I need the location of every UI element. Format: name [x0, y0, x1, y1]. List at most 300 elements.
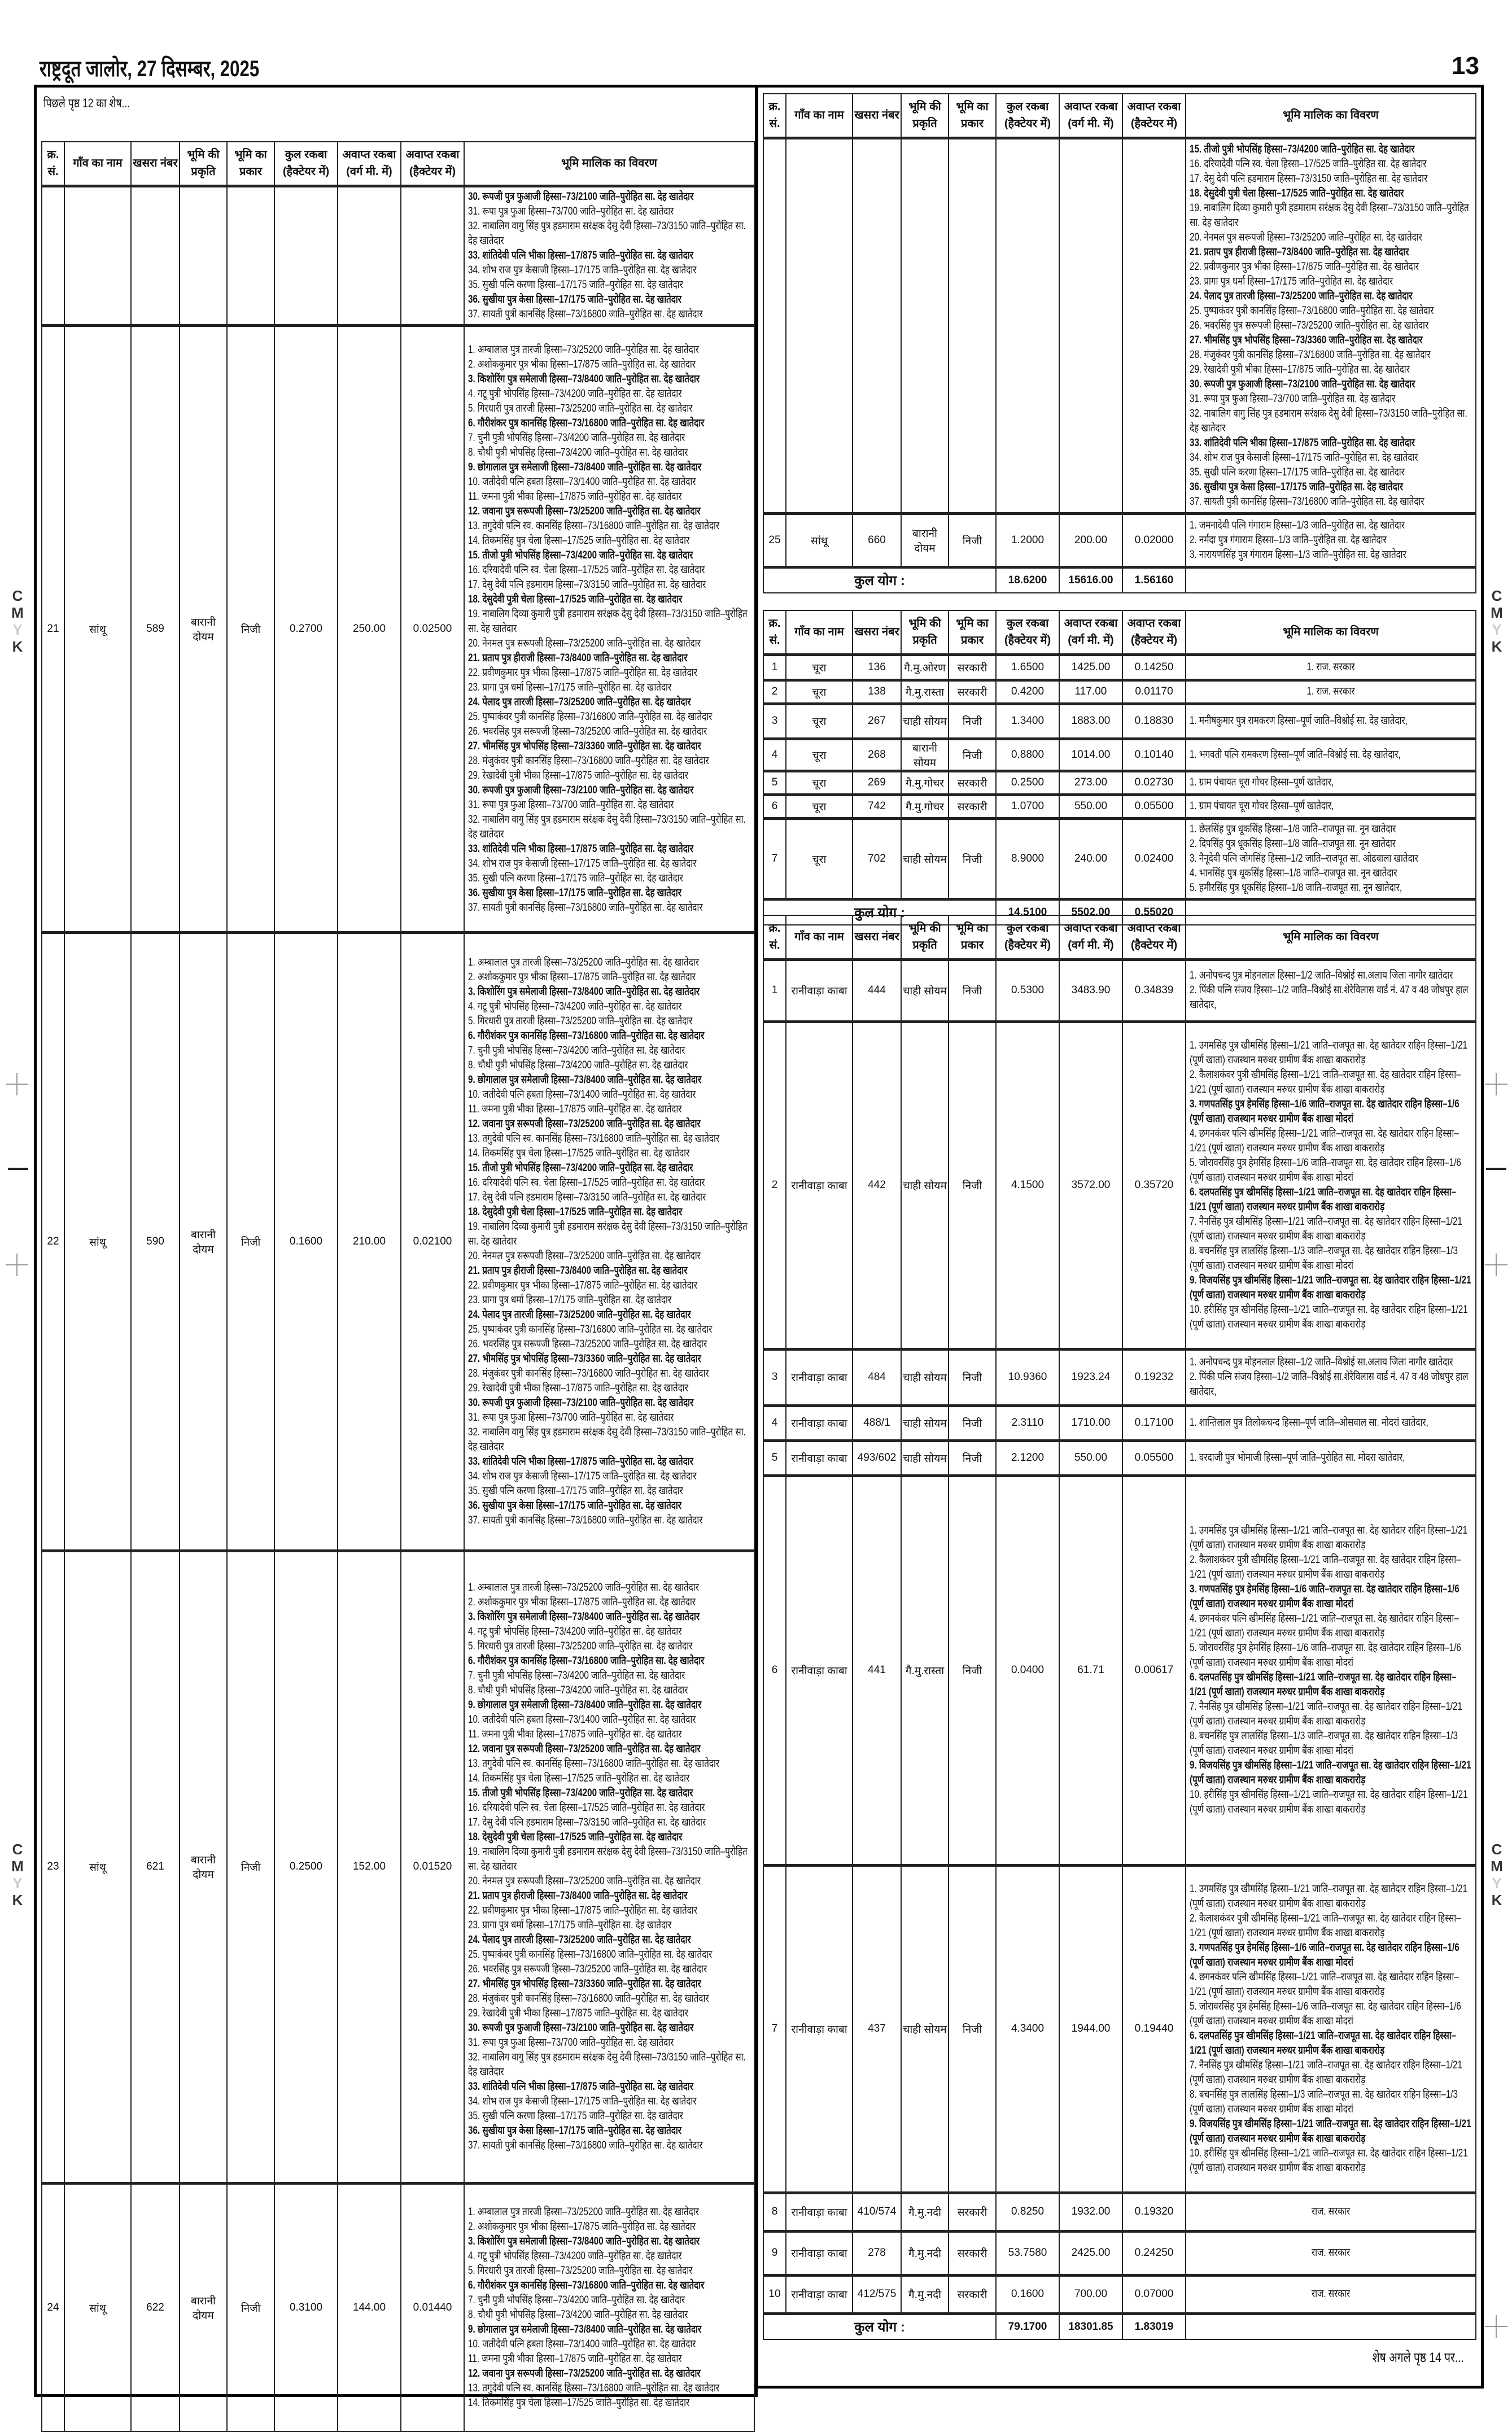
owner-entry: 7. चुनी पुत्री भोपसिंह हिस्सा–73/4200 जाति–पुरोहित सा. देह खातेदार: [468, 2294, 685, 2306]
khasra-number: 493/602: [853, 1440, 901, 1475]
owner-list: [1190, 822, 1472, 896]
table-row: [763, 2231, 1476, 2275]
acquired-area-sqm: 1710.00: [1059, 1405, 1122, 1440]
owner-entry: 33. शांतिदेवी पत्नि भीका हिस्सा–17/875 जाति–पुरोहित सा. देह खातेदार: [1190, 436, 1415, 449]
owner-entry: 23. प्रागा पुत्र धर्मा हिस्सा–17/175 जाति–पुरोहित सा. देह खातेदार: [1190, 275, 1393, 287]
total-area-hectare: 4.3400: [996, 1865, 1059, 2193]
owner-list: [468, 2205, 750, 2411]
reg-c: C: [1491, 1841, 1502, 1858]
owner-entry: 11. जमना पुत्री भीका हिस्सा–17/875 जाति–पुरोहित सा. देह खातेदार: [468, 1728, 682, 1740]
total-acq-sqm: 18301.85: [1059, 2313, 1122, 2339]
table-row: [763, 771, 1476, 794]
owner-entry: 4. छगनकंवर पत्नि खीमसिंह हिस्सा–1/21 जाति–राजपूत सा. देह खातेदार राहिन हिस्सा–1/21 (पूर्ण खाता) राजस्थान मरुधर ग्रामीण बैंक शाखा बाकरारोड़: [1190, 1971, 1459, 1998]
acquired-area-hectare: 0.19440: [1122, 1865, 1186, 2193]
owner-entry: राज. सरकार: [1311, 2247, 1351, 2259]
owner-list: [1190, 1355, 1472, 1399]
owner-entry: 30. रूपजी पुत्र फुआजी हिस्सा–73/2100 जाति–पुरोहित सा. देह खातेदार: [468, 784, 694, 796]
column-header: गाँव का नाम: [64, 142, 131, 186]
column-header: भूमि मालिक का विवरण: [1186, 94, 1476, 138]
owner-entry: 4. गटू पुत्री भोपसिंह हिस्सा–73/4200 जाति–पुरोहित सा. देह खातेदार: [468, 1000, 682, 1012]
land-owner-details: [1186, 1865, 1476, 2193]
land-owner-details: [464, 186, 754, 325]
owner-entry: 17. देसु देवी पत्नि हडमाराम हिस्सा–73/3150 जाति–पुरोहित सा. देह खातेदार: [468, 1817, 706, 1828]
owner-entry: 8. बचनसिंह पुत्र लालसिंह हिस्सा–1/3 जाति–राजपूत सा. देह खातेदार राहिन हिस्सा–1/3 (पूर्ण खाता) राजस्थान मरुधर ग्रामीण बैंक शाखा मोदरां: [1190, 1730, 1458, 1757]
owner-entry: 20. नेनमल पुत्र सरूपजी हिस्सा–73/25200 जाति–पुरोहित सा. देह खातेदार: [468, 1875, 701, 1887]
khasra-number: 267: [853, 704, 901, 739]
owner-entry: 2. अशोककुमार पुत्र भीका हिस्सा–17/875 जाति–पुरोहित सा. देह खातेदार: [468, 971, 696, 983]
owner-entry: 34. शोभ राज पुत्र केसाजी हिस्सा–17/175 जाति–पुरोहित सा. देह खातेदार: [1190, 451, 1418, 464]
owner-entry: 1. मनीषकुमार पुत्र रामकरण हिस्सा–पूर्ण जाति–विश्नोई सा. देह खातेदार,: [1190, 715, 1408, 727]
village-name: रानीवाड़ा काबा: [786, 959, 853, 1021]
acquired-area-sqm: 1425.00: [1059, 654, 1122, 680]
reg-k: K: [1491, 1892, 1502, 1909]
owner-entry: 22. प्रवीणकुमार पुत्र भीका हिस्सा–17/875 जाति–पुरोहित सा. देह खातेदार: [468, 1279, 697, 1291]
column-header: खसरा नंबर: [853, 94, 901, 138]
khasra-number: 488/1: [853, 1405, 901, 1440]
column-header: भूमि का प्रकार: [949, 610, 996, 654]
village-name: चूरा: [786, 771, 853, 794]
owner-entry: 9. विजयसिंह पुत्र खीमसिंह हिस्सा–1/21 जाति–राजपूत सा. देह खातेदार राहिन हिस्सा–1/21 (पूर्ण खाता) राजस्थान मरुधर ग्रामीण बैंक शाखा बाकरारोड़: [1190, 1274, 1471, 1301]
total-total-ha: 79.1700: [996, 2313, 1059, 2339]
serial-number: 5: [763, 1440, 786, 1475]
column-header: कुल रकबा (हैक्टेयर में): [996, 94, 1059, 138]
owner-entry: 5. जोरावरसिंह पुत्र हेमसिंह हिस्सा–1/6 जाति–राजपूत सा. देह खातेदार राहिन हिस्सा–1/6 (पूर्ण खाता) राजस्थान मरुधर ग्रामीण बैंक शाखा मोदरां: [1190, 1642, 1461, 1669]
serial-number: 2: [763, 680, 786, 704]
owner-entry: 3. नैनूदेवी पत्नि जोगसिंह हिस्सा–1/2 जाति–राजपूत सा. ओढवाला खातेदार: [1190, 852, 1418, 864]
land-owner-details: [1186, 1405, 1476, 1440]
owner-list: [1190, 2287, 1472, 2302]
land-nature: चाही सोयम: [901, 704, 949, 739]
serial-number: 3: [763, 704, 786, 739]
total-label: कुल योग :: [763, 899, 996, 925]
owner-entry: 24. पेलाद पुत्र तारजी हिस्सा–73/25200 जाति–पुरोहित सा. देह खातेदार: [468, 1934, 691, 1946]
acquired-area-hectare: 0.10140: [1122, 739, 1186, 771]
owner-entry: 5. गिरधारी पुत्र तारजी हिस्सा–73/25200 जाति–पुरोहित सा. देह खातेदार: [468, 1015, 693, 1027]
acquired-area-sqm: 250.00: [338, 325, 401, 932]
land-owner-details: [1186, 654, 1476, 680]
land-type: निजी: [949, 1865, 996, 2193]
owner-entry: 28. मंजुकंवर पुत्री कानसिंह हिस्सा–73/16800 जाति–पुरोहित सा. देह खातेदार: [1190, 348, 1431, 361]
acquired-area-hectare: [1122, 138, 1186, 513]
land-nature: चाही सोयम: [901, 1865, 949, 2193]
owner-entry: 35. सुखी पत्नि करणा हिस्सा–17/175 जाति–पुरोहित सा. देह खातेदार: [468, 1484, 683, 1497]
table-row: [763, 1021, 1476, 1349]
land-type: निजी: [949, 1021, 996, 1349]
owner-entry: 34. शोभ राज पुत्र केसाजी हिस्सा–17/175 जाति–पुरोहित सा. देह खातेदार: [468, 857, 697, 870]
acquired-area-sqm: 1014.00: [1059, 739, 1122, 771]
table-row: [42, 2183, 754, 2431]
reg-y: Y: [1492, 1875, 1502, 1892]
land-type: निजी: [949, 959, 996, 1021]
acquired-area-hectare: 0.34839: [1122, 959, 1186, 1021]
land-acquisition-table: [763, 610, 1476, 925]
khasra-number: 742: [853, 794, 901, 818]
land-owner-details: [464, 1551, 754, 2183]
owner-entry: 7. चुनी पुत्री भोपसिंह हिस्सा–73/4200 जाति–पुरोहित सा. देह खातेदार: [468, 431, 685, 444]
total-row: [763, 567, 1476, 593]
owner-entry: 15. तीजो पुत्री भोपसिंह हिस्सा–73/4200 जाति–पुरोहित सा. देह खातेदार: [1190, 143, 1415, 155]
owner-entry: 5. गिरधारी पुत्र तारजी हिस्सा–73/25200 जाति–पुरोहित सा. देह खातेदार: [468, 2264, 693, 2277]
column-header: भूमि की प्रकृति: [180, 142, 227, 186]
crosshair-mark: [1485, 1254, 1507, 1276]
village-name: सांथू: [64, 932, 131, 1551]
left-notice-column: [34, 85, 758, 2409]
total-area-hectare: 0.8800: [996, 739, 1059, 771]
land-nature: बारानी दोयम: [180, 932, 227, 1551]
owner-list: [1190, 2204, 1472, 2219]
total-area-hectare: 1.6500: [996, 654, 1059, 680]
khasra-number: 269: [853, 771, 901, 794]
land-type: निजी: [949, 513, 996, 567]
acquired-area-sqm: 144.00: [338, 2183, 401, 2431]
owner-entry: 7. नैनसिंह पुत्र खीमसिंह हिस्सा–1/21 जाति–राजपूत सा. देह खातेदार राहिन हिस्सा–1/21 (पूर्ण खाता) राजस्थान मरुधर ग्रामीण बैंक शाखा बाकरारोड़: [1190, 2059, 1462, 2086]
land-type: निजी: [949, 1405, 996, 1440]
owner-entry: 29. रेखादेवी पुत्री भीका हिस्सा–17/875 जाति–पुरोहित सा. देह खातेदार: [468, 769, 688, 781]
owner-entry: 14. तिकमसिंह पुत्र चेला हिस्सा–17/525 जाति–पुरोहित सा. देह खातेदार: [468, 2396, 690, 2409]
serial-number: 22: [42, 932, 64, 1551]
acquired-area-sqm: [1059, 138, 1122, 513]
land-nature: गै.मु.नदी: [901, 2193, 949, 2231]
owner-entry: 32. नाबालिग वागु सिंह पुत्र हडमाराम सरंक्षक देसु देवी हिस्सा–73/3150 जाति–पुरोहित सा. देह खातेदार: [468, 2051, 746, 2078]
owner-entry: 31. रूपा पुत्र फुआ हिस्सा–73/700 जाति–पुरोहित सा. देह खातेदार: [468, 2037, 674, 2049]
land-owner-details: [464, 325, 754, 932]
owner-entry: 9. विजयसिंह पुत्र खीमसिंह हिस्सा–1/21 जाति–राजपूत सा. देह खातेदार राहिन हिस्सा–1/21 (पूर्ण खाता) राजस्थान मरुधर ग्रामीण बैंक शाखा बाकरारोड़: [1190, 2118, 1471, 2145]
owner-entry: 10. जतीदेवी पत्नि हबता हिस्सा–73/1400 जाति–पुरोहित सा. देह खातेदार: [468, 2338, 696, 2350]
serial-number: 4: [763, 1405, 786, 1440]
owner-entry: 3. किशोरिंग पुत्र समेलाजी हिस्सा–73/8400 जाति–पुरोहित सा. देह खातेदार: [468, 2235, 700, 2247]
khasra-number: 622: [131, 2183, 180, 2431]
land-nature: चाही सोयम: [901, 959, 949, 1021]
owner-entry: 30. रूपजी पुत्र फुआजी हिस्सा–73/2100 जाति–पुरोहित सा. देह खातेदार: [468, 190, 694, 203]
village-name: रानीवाड़ा काबा: [786, 2275, 853, 2313]
owner-entry: 1. भगवती पत्नि रामकरण हिस्सा–पूर्ण जाति–विश्नोई सा. देह खातेदार,: [1190, 748, 1401, 761]
land-nature: बारानी दोयम: [180, 1551, 227, 2183]
table-header-row: [763, 915, 1476, 959]
owner-entry: 15. तीजो पुत्री भोपसिंह हिस्सा–73/4200 जाति–पुरोहित सा. देह खातेदार: [468, 1787, 693, 1799]
land-type: निजी: [949, 1475, 996, 1865]
continued-from-note: पिछले पृष्ठ 12 का शेष...: [43, 96, 130, 110]
owner-entry: 28. मंजुकंवर पुत्री कानसिंह हिस्सा–73/16800 जाति–पुरोहित सा. देह खातेदार: [468, 1367, 709, 1379]
owner-entry: 18. देसुदेवी पुत्री चेला हिस्सा–17/525 जाति–पुरोहित सा. देह खातेदार: [468, 1206, 683, 1218]
acquired-area-hectare: 0.02100: [401, 932, 464, 1551]
table-row: [763, 2193, 1476, 2231]
owner-entry: 34. शोभ राज पुत्र केसाजी हिस्सा–17/175 जाति–पुरोहित सा. देह खातेदार: [468, 2095, 697, 2107]
land-nature: गै.मु.रास्ता: [901, 1475, 949, 1865]
owner-entry: 10. हरीसिंह पुत्र खीमसिंह हिस्सा–1/21 जाति–राजपूत सा. देह खातेदार राहिन हिस्सा–1/21 (पूर्ण खाता) राजस्थान मरुधर ग्रामीण बैंक शाखा बाकरारोड़: [1190, 1304, 1468, 1330]
owner-entry: 35. सुखी पत्नि करणा हिस्सा–17/175 जाति–पुरोहित सा. देह खातेदार: [468, 2110, 683, 2122]
owner-entry: 2. अशोककुमार पुत्र भीका हिस्सा–17/875 जाति–पुरोहित सा. देह खातेदार: [468, 2220, 696, 2233]
acquired-area-sqm: 550.00: [1059, 1440, 1122, 1475]
village-name: सांथू: [64, 1551, 131, 2183]
column-header: खसरा नंबर: [853, 610, 901, 654]
serial-number: 7: [763, 818, 786, 899]
owner-entry: 1. अम्बालाल पुत्र तारजी हिस्सा–73/25200 जाति–पुरोहित सा. देह खातेदार: [468, 956, 699, 968]
column-header: क्र. सं.: [763, 94, 786, 138]
acquired-area-sqm: 200.00: [1059, 513, 1122, 567]
owner-list: [1190, 2246, 1472, 2260]
acquired-area-hectare: 0.07000: [1122, 2275, 1186, 2313]
acquired-area-sqm: 273.00: [1059, 771, 1122, 794]
reg-m: M: [1491, 604, 1503, 621]
owner-entry: 6. दलपतसिंह पुत्र खीमसिंह हिस्सा–1/21 जाति–राजपूत सा. देह खातेदार राहिन हिस्सा–1/21 (पूर्ण खाता) राजस्थान मरुधर ग्रामीण बैंक शाखा बाकरारोड़: [1190, 1186, 1457, 1213]
owner-entry: 18. देसुदेवी पुत्री चेला हिस्सा–17/525 जाति–पुरोहित सा. देह खातेदार: [468, 593, 683, 605]
owner-entry: 8. बचनसिंह पुत्र लालसिंह हिस्सा–1/3 जाति–राजपूत सा. देह खातेदार राहिन हिस्सा–1/3 (पूर्ण खाता) राजस्थान मरुधर ग्रामीण बैंक शाखा मोदरां: [1190, 1245, 1458, 1272]
village-name: रानीवाड़ा काबा: [786, 1865, 853, 2193]
land-nature: चाही सोयम: [901, 1440, 949, 1475]
owner-entry: 31. रूपा पुत्र फुआ हिस्सा–73/700 जाति–पुरोहित सा. देह खातेदार: [468, 205, 674, 217]
acquired-area-hectare: 0.17100: [1122, 1405, 1186, 1440]
khasra-number: 484: [853, 1349, 901, 1405]
owner-entry: 1. उगमसिंह पुत्र खीमसिंह हिस्सा–1/21 जाति–राजपूत सा. देह खातेदार राहिन हिस्सा–1/21 (पूर्ण खाता) राजस्थान मरुधर ग्रामीण बैंक शाखा बाकरारोड़: [1190, 1883, 1468, 1910]
reg-k: K: [12, 1892, 23, 1909]
owner-entry: 33. शांतिदेवी पत्नि भीका हिस्सा–17/875 जाति–पुरोहित सा. देह खातेदार: [468, 249, 693, 261]
land-type: निजी: [949, 739, 996, 771]
owner-entry: 3. किशोरिंग पुत्र समेलाजी हिस्सा–73/8400 जाति–पुरोहित सा. देह खातेदार: [468, 1611, 700, 1623]
owner-entry: 35. सुखी पत्नि करणा हिस्सा–17/175 जाति–पुरोहित सा. देह खातेदार: [1190, 466, 1405, 478]
land-nature: बारानी दोयम: [901, 513, 949, 567]
serial-number: 9: [763, 2231, 786, 2275]
reg-m: M: [11, 1858, 24, 1875]
village-name: रानीवाड़ा काबा: [786, 2193, 853, 2231]
acquired-area-hectare: 0.00617: [1122, 1475, 1186, 1865]
owner-entry: 16. दरियादेवी पत्नि स्व. चेला हिस्सा–17/525 जाति–पुरोहित सा. देह खातेदार: [468, 564, 705, 576]
owner-entry: 4. भानसिंह पुत्र धूकसिंह हिस्सा–1/8 जाति–राजपूत सा. नून खातेदार: [1190, 867, 1397, 879]
table-row: [763, 513, 1476, 567]
owner-entry: 36. सुखीया पुत्र केसा हिस्सा–17/175 जाति–पुरोहित सा. देह खातेदार: [468, 2125, 682, 2137]
land-owner-details: [1186, 959, 1476, 1021]
acquired-area-hectare: 0.19232: [1122, 1349, 1186, 1405]
continued-on-note: शेष अगले पृष्ठ 14 पर...: [1372, 2350, 1464, 2365]
serial-number: 5: [763, 771, 786, 794]
owner-entry: 1. अनोपचन्द पुत्र मोहनलाल हिस्सा–1/2 जाति–विश्नोई सा.अलाय जिला नागौर खातेदार: [1190, 1356, 1453, 1368]
owner-entry: 13. तगुदेवी पत्नि स्व. कानसिंह हिस्सा–73/16800 जाति–पुरोहित सा. देह खातेदार: [468, 519, 720, 532]
land-owner-details: [1186, 794, 1476, 818]
column-header: खसरा नंबर: [131, 142, 180, 186]
total-area-hectare: 4.1500: [996, 1021, 1059, 1349]
acquired-area-hectare: 0.01520: [401, 1551, 464, 2183]
column-header: अवाप्त रकबा (हैक्टेयर में): [1122, 915, 1186, 959]
land-acquisition-table: [763, 93, 1476, 593]
owner-entry: 3. किशोरिंग पुत्र समेलाजी हिस्सा–73/8400 जाति–पुरोहित सा. देह खातेदार: [468, 985, 700, 998]
total-area-hectare: 1.2000: [996, 513, 1059, 567]
owner-list: [1190, 748, 1472, 762]
village-name: [64, 186, 131, 325]
owner-entry: 3. नारायणसिंह पुत्र गंगाराम हिस्सा–1/3 जाति–पुरोहित सा. देह खातेदार: [1190, 548, 1406, 561]
owner-entry: 22. प्रवीणकुमार पुत्र भीका हिस्सा–17/875 जाति–पुरोहित सा. देह खातेदार: [468, 666, 697, 679]
owner-entry: 19. नाबालिग दिव्या कुमारी पुत्री हडमाराम सरंक्षक देसु देवी हिस्सा–73/3150 जाति–पुरोहित सा. देह खातेदार: [468, 1220, 748, 1247]
owner-entry: 7. चुनी पुत्री भोपसिंह हिस्सा–73/4200 जाति–पुरोहित सा. देह खातेदार: [468, 1670, 685, 1682]
registration-mark-right-bottom: [1489, 1841, 1504, 1909]
acquired-area-sqm: 3483.90: [1059, 959, 1122, 1021]
khasra-number: [131, 186, 180, 325]
owner-entry: 3. गणपतसिंह पुत्र हेमसिंह हिस्सा–1/6 जाति–राजपूत सा. देह खातेदार राहिन हिस्सा–1/6 (पूर्ण खाता) राजस्थान मरुधर ग्रामीण बैंक शाखा मोदरां: [1190, 1942, 1459, 1968]
total-area-hectare: 0.2500: [274, 1551, 338, 2183]
owner-entry: 33. शांतिदेवी पत्नि भीका हिस्सा–17/875 जाति–पुरोहित सा. देह खातेदार: [468, 1455, 693, 1468]
owner-entry: 14. तिकमसिंह पुत्र चेला हिस्सा–17/525 जाति–पुरोहित सा. देह खातेदार: [468, 534, 690, 547]
total-area-hectare: 0.1600: [274, 932, 338, 1551]
acquired-area-hectare: 0.18830: [1122, 704, 1186, 739]
owner-entry: 23. प्रागा पुत्र धर्मा हिस्सा–17/175 जाति–पुरोहित सा. देह खातेदार: [468, 681, 672, 693]
owner-entry: 26. भवरसिंह पुत्र सरूपजी हिस्सा–73/25200 जाति–पुरोहित सा. देह खातेदार: [468, 1338, 707, 1350]
khasra-number: 444: [853, 959, 901, 1021]
land-nature: गै.मु.नदी: [901, 2231, 949, 2275]
land-owner-details: [1186, 513, 1476, 567]
owner-entry: 28. मंजुकंवर पुत्री कानसिंह हिस्सा–73/16800 जाति–पुरोहित सा. देह खातेदार: [468, 1993, 709, 2005]
page-number: 13: [1452, 52, 1479, 80]
khasra-number: 702: [853, 818, 901, 899]
owner-entry: 10. हरीसिंह पुत्र खीमसिंह हिस्सा–1/21 जाति–राजपूत सा. देह खातेदार राहिन हिस्सा–1/21 (पूर्ण खाता) राजस्थान मरुधर ग्रामीण बैंक शाखा बाकरारोड़: [1190, 1789, 1468, 1815]
owner-entry: 7. चुनी पुत्री भोपसिंह हिस्सा–73/4200 जाति–पुरोहित सा. देह खातेदार: [468, 1044, 685, 1056]
owner-entry: 36. सुखीया पुत्र केसा हिस्सा–17/175 जाति–पुरोहित सा. देह खातेदार: [1190, 481, 1404, 493]
reg-m: M: [1491, 1858, 1503, 1875]
owner-entry: 20. नेनमल पुत्र सरूपजी हिस्सा–73/25200 जाति–पुरोहित सा. देह खातेदार: [468, 637, 701, 649]
owner-entry: 1. राज. सरकार: [1306, 661, 1355, 673]
right-notice-column: [755, 85, 1484, 2389]
owner-list: [1190, 518, 1472, 562]
khasra-number: 138: [853, 680, 901, 704]
owner-entry: 2. नर्मदा पुत्र गंगाराम हिस्सा–1/3 जाति–पुरोहित सा. देह खातेदार: [1190, 534, 1387, 546]
crosshair-mark: [6, 1254, 28, 1276]
masthead: राष्ट्रदूत जालोर, 27 दिसम्बर, 2025: [40, 56, 260, 81]
column-header: क्र. सं.: [42, 142, 64, 186]
table-row: [763, 704, 1476, 739]
owner-entry: 22. प्रवीणकुमार पुत्र भीका हिस्सा–17/875 जाति–पुरोहित सा. देह खातेदार: [1190, 260, 1419, 273]
land-type: सरकारी: [949, 654, 996, 680]
khasra-number: 136: [853, 654, 901, 680]
total-area-hectare: 0.5300: [996, 959, 1059, 1021]
column-header: अवाप्त रकबा (हैक्टेयर में): [1122, 94, 1186, 138]
village-name: रानीवाड़ा काबा: [786, 1405, 853, 1440]
fold-mark: [8, 1168, 28, 1170]
owner-entry: 5. गिरधारी पुत्र तारजी हिस्सा–73/25200 जाति–पुरोहित सा. देह खातेदार: [468, 402, 693, 414]
total-owner-blank: [1186, 567, 1476, 593]
owner-entry: 1. ग्राम पंचायत चूरा गोचर हिस्सा–पूर्ण खातेदार,: [1190, 800, 1334, 812]
total-area-hectare: 0.3100: [274, 2183, 338, 2431]
acquired-area-hectare: 0.24250: [1122, 2231, 1186, 2275]
owner-entry: 32. नाबालिग वागु सिंह पुत्र हडमाराम सरंक्षक देसु देवी हिस्सा–73/3150 जाति–पुरोहित सा. देह खातेदार: [468, 220, 746, 247]
owner-list: [468, 190, 750, 322]
owner-entry: 10. जतीदेवी पत्नि हबता हिस्सा–73/1400 जाति–पुरोहित सा. देह खातेदार: [468, 1088, 696, 1101]
land-type: निजी: [227, 1551, 274, 2183]
serial-number: [42, 186, 64, 325]
owner-entry: 10. जतीदेवी पत्नि हबता हिस्सा–73/1400 जाति–पुरोहित सा. देह खातेदार: [468, 475, 696, 488]
owner-entry: 8. चौथी पुत्री भोपसिंह हिस्सा–73/4200 जाति–पुरोहित सा. देह खातेदार: [468, 446, 688, 459]
land-owner-details: [1186, 771, 1476, 794]
column-header: भूमि की प्रकृति: [901, 610, 949, 654]
owner-entry: 4. गटू पुत्री भोपसिंह हिस्सा–73/4200 जाति–पुरोहित सा. देह खातेदार: [468, 1626, 682, 1638]
land-nature: [180, 186, 227, 325]
serial-number: 8: [763, 2193, 786, 2231]
table-row: [763, 1405, 1476, 1440]
khasra-number: 621: [131, 1551, 180, 2183]
owner-entry: 27. भीमसिंह पुत्र भोपसिंह हिस्सा–73/3360 जाति–पुरोहित सा. देह खातेदार: [468, 740, 701, 752]
khasra-number: 441: [853, 1475, 901, 1865]
owner-entry: 25. पुष्पाकंवर पुत्री कानसिंह हिस्सा–73/16800 जाति–पुरोहित सा. देह खातेदार: [468, 1323, 713, 1335]
owner-entry: 1. अनोपचन्द पुत्र मोहनलाल हिस्सा–1/2 जाति–विश्नोई सा.अलाय जिला नागौर खातेदार: [1190, 970, 1453, 981]
owner-entry: 31. रूपा पुत्र फुआ हिस्सा–73/700 जाति–पुरोहित सा. देह खातेदार: [468, 798, 674, 811]
owner-entry: 11. जमना पुत्री भीका हिस्सा–17/875 जाति–पुरोहित सा. देह खातेदार: [468, 490, 682, 503]
owner-entry: राज. सरकार: [1311, 2288, 1351, 2300]
village-name: सांथू: [786, 513, 853, 567]
owner-entry: 34. शोभ राज पुत्र केसाजी हिस्सा–17/175 जाति–पुरोहित सा. देह खातेदार: [468, 264, 697, 276]
total-area-hectare: 0.1600: [996, 2275, 1059, 2313]
owner-entry: 31. रूपा पुत्र फुआ हिस्सा–73/700 जाति–पुरोहित सा. देह खातेदार: [468, 1411, 674, 1424]
owner-list: [1190, 714, 1472, 728]
owner-entry: 1. उगमसिंह पुत्र खीमसिंह हिस्सा–1/21 जाति–राजपूत सा. देह खातेदार राहिन हिस्सा–1/21 (पूर्ण खाता) राजस्थान मरुधर ग्रामीण बैंक शाखा बाकरारोड़: [1190, 1040, 1468, 1066]
reg-y: Y: [12, 1875, 23, 1892]
total-area-hectare: 2.3110: [996, 1405, 1059, 1440]
column-header: अवाप्त रकबा (वर्ग मी. में): [1059, 610, 1122, 654]
total-label: कुल योग :: [763, 567, 996, 593]
owner-entry: 34. शोभ राज पुत्र केसाजी हिस्सा–17/175 जाति–पुरोहित सा. देह खातेदार: [468, 1470, 697, 1482]
land-owner-details: [1186, 818, 1476, 899]
village-name: चूरा: [786, 704, 853, 739]
owner-entry: 8. चौथी पुत्री भोपसिंह हिस्सा–73/4200 जाति–पुरोहित सा. देह खातेदार: [468, 1059, 688, 1071]
owner-entry: 10. हरीसिंह पुत्र खीमसिंह हिस्सा–1/21 जाति–राजपूत सा. देह खातेदार राहिन हिस्सा–1/21 (पूर्ण खाता) राजस्थान मरुधर ग्रामीण बैंक शाखा बाकरारोड़: [1190, 2147, 1468, 2174]
total-acq-ha: 1.56160: [1122, 567, 1186, 593]
land-type: [227, 186, 274, 325]
column-header: खसरा नंबर: [853, 915, 901, 959]
column-header: भूमि का प्रकार: [227, 142, 274, 186]
owner-entry: 37. सायती पुत्री कानसिंह हिस्सा–73/16800 जाति–पुरोहित सा. देह खातेदार: [468, 901, 703, 914]
reg-c: C: [12, 1841, 23, 1858]
column-header: अवाप्त रकबा (वर्ग मी. में): [1059, 94, 1122, 138]
owner-entry: 5. गिरधारी पुत्र तारजी हिस्सा–73/25200 जाति–पुरोहित सा. देह खातेदार: [468, 1640, 693, 1652]
total-area-hectare: [274, 186, 338, 325]
owner-list: [1190, 142, 1472, 509]
owner-entry: 4. छगनकंवर पत्नि खीमसिंह हिस्सा–1/21 जाति–राजपूत सा. देह खातेदार राहिन हिस्सा–1/21 (पूर्ण खाता) राजस्थान मरुधर ग्रामीण बैंक शाखा बाकरारोड़: [1190, 1613, 1459, 1639]
khasra-number: [853, 138, 901, 513]
owner-entry: 6. गौरीशंकर पुत्र कानसिंह हिस्सा–73/16800 जाति–पुरोहित सा. देह खातेदार: [468, 1655, 705, 1667]
khasra-number: 590: [131, 932, 180, 1551]
owner-entry: 36. सुखीया पुत्र केसा हिस्सा–17/175 जाति–पुरोहित सा. देह खातेदार: [468, 887, 682, 899]
table-row: [763, 654, 1476, 680]
table-header-row: [42, 142, 754, 186]
total-label: कुल योग :: [763, 2313, 996, 2339]
land-type: सरकारी: [949, 680, 996, 704]
serial-number: 1: [763, 959, 786, 1021]
owner-entry: 1. जमनादेवी पत्नि गंगाराम हिस्सा–1/3 जाति–पुरोहित सा. देह खातेदार: [1190, 519, 1405, 531]
registration-mark-right-top: [1489, 587, 1504, 655]
owner-entry: 6. गौरीशंकर पुत्र कानसिंह हिस्सा–73/16800 जाति–पुरोहित सा. देह खातेदार: [468, 1029, 705, 1042]
land-nature: गै.मु.गोचर: [901, 794, 949, 818]
owner-entry: 12. जवाना पुत्र सरूपजी हिस्सा–73/25200 जाति–पुरोहित सा. देह खातेदार: [468, 2367, 701, 2379]
owner-entry: 2. कैलाशकंवर पुत्री खीमसिंह हिस्सा–1/21 जाति–राजपूत सा. देह खातेदार राहिन हिस्सा–1/21 (पूर्ण खाता) राजस्थान मरुधर ग्रामीण बैंक शाखा बाकरारोड़: [1190, 1913, 1461, 1939]
column-header: अवाप्त रकबा (वर्ग मी. में): [1059, 915, 1122, 959]
owner-entry: 29. रेखादेवी पुत्री भीका हिस्सा–17/875 जाति–पुरोहित सा. देह खातेदार: [468, 2007, 688, 2019]
owner-list: [468, 955, 750, 1528]
fold-mark: [1486, 1168, 1506, 1170]
khasra-number: 278: [853, 2231, 901, 2275]
owner-entry: 36. सुखीया पुत्र केसा हिस्सा–17/175 जाति–पुरोहित सा. देह खातेदार: [468, 1499, 682, 1512]
reg-y: Y: [12, 621, 23, 638]
owner-entry: 9. छोगालाल पुत्र समेलाजी हिस्सा–73/8400 जाति–पुरोहित सा. देह खातेदार: [468, 461, 702, 473]
total-owner-blank: [1186, 2313, 1476, 2339]
owner-entry: 21. प्रताप पुत्र हीराजी हिस्सा–73/8400 जाति–पुरोहित सा. देह खातेदार: [468, 1264, 688, 1277]
owner-entry: 7. नैनसिंह पुत्र खीमसिंह हिस्सा–1/21 जाति–राजपूत सा. देह खातेदार राहिन हिस्सा–1/21 (पूर्ण खाता) राजस्थान मरुधर ग्रामीण बैंक शाखा बाकरारोड़: [1190, 1216, 1462, 1242]
total-acq-sqm: 15616.00: [1059, 567, 1122, 593]
total-area-hectare: 8.9000: [996, 818, 1059, 899]
land-owner-details: [1186, 1440, 1476, 1475]
owner-entry: 19. नाबालिग दिव्या कुमारी पुत्री हडमाराम सरंक्षक देसु देवी हिस्सा–73/3150 जाति–पुरोहित सा. देह खातेदार: [1190, 202, 1469, 229]
reg-k: K: [12, 638, 23, 655]
crosshair-mark: [6, 1073, 28, 1095]
owner-entry: 23. प्रागा पुत्र धर्मा हिस्सा–17/175 जाति–पुरोहित सा. देह खातेदार: [468, 1294, 672, 1306]
table-row: [42, 932, 754, 1551]
table-row: [763, 1440, 1476, 1475]
total-area-hectare: 53.7580: [996, 2231, 1059, 2275]
owner-list: [1190, 968, 1472, 1012]
